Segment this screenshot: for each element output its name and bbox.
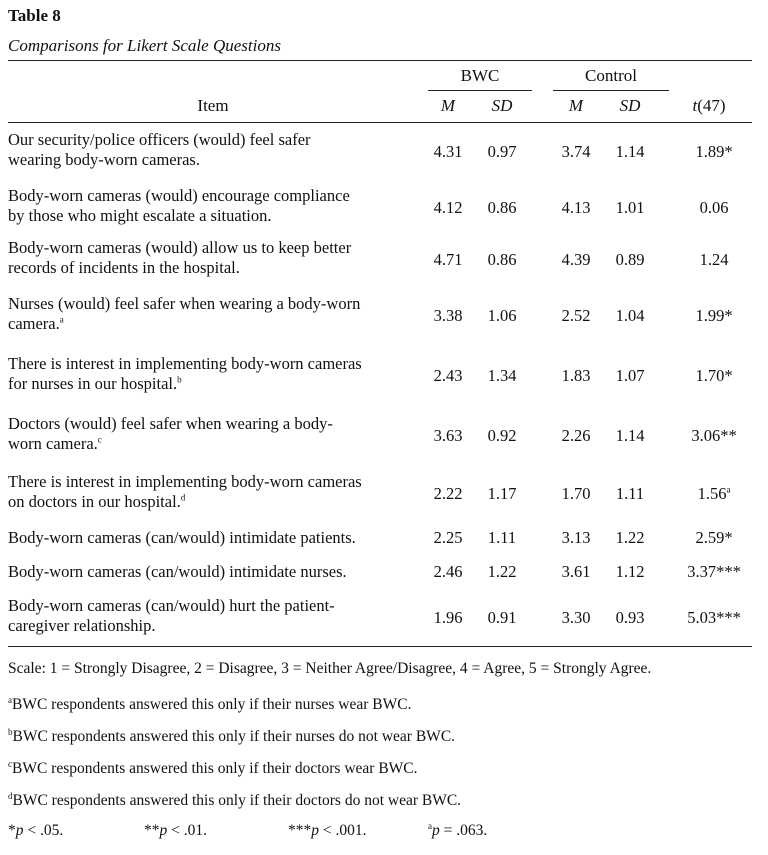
cell-ctl-sd: [602, 484, 658, 504]
bottom-rule: [8, 646, 752, 647]
footnote-mark: b: [8, 726, 13, 737]
cell-value: 2.26: [561, 426, 591, 445]
sig-3-stars: ***: [288, 822, 312, 839]
footnote-mark: a: [8, 694, 12, 705]
row-item: [8, 562, 418, 582]
cell-bwc-sd: [474, 142, 530, 162]
row-item-line-2: [8, 434, 418, 454]
cell-value: 1.56: [697, 484, 727, 503]
footnote-d: [8, 792, 461, 810]
row-item: [8, 596, 418, 636]
cell-ctl-sd: [602, 306, 658, 326]
cell-value: 1.14: [615, 142, 645, 161]
cell-ctl-m: [548, 562, 604, 582]
cell-bwc-m: [420, 426, 476, 446]
header-ctl-sd: SD: [619, 96, 641, 115]
cell-ctl-sd: [602, 426, 658, 446]
cell-value: 2.25: [433, 528, 463, 547]
footnote-text: BWC respondents answered this only if their nurses do not wear BWC.: [12, 728, 456, 745]
cell-value: 1.06: [487, 306, 517, 325]
row-item-line-1: Nurses (would) feel safer when wearing a body-worn: [8, 294, 361, 313]
cell-value: 1.22: [487, 562, 517, 581]
row-item-line-2: [8, 258, 418, 278]
cell-value: 1.70: [561, 484, 591, 503]
cell-bwc-sd: [474, 250, 530, 270]
cell-bwc-m: [420, 306, 476, 326]
cell-value: 1.14: [615, 426, 645, 445]
cell-value: 1.22: [615, 528, 645, 547]
cell-value: 1.96: [433, 608, 463, 627]
cell-t: [681, 306, 747, 326]
header-ctl-m: M: [568, 96, 584, 115]
cell-bwc-m: [420, 484, 476, 504]
cell-ctl-sd: [602, 528, 658, 548]
row-item-line-2-text: worn camera.: [8, 434, 98, 453]
cell-value: 1.01: [615, 198, 645, 217]
row-item: [8, 238, 418, 278]
cell-bwc-m: [420, 562, 476, 582]
row-item-line-2-text: by those who might escalate a situation.: [8, 206, 272, 225]
row-item-footnote-mark: d: [180, 492, 186, 503]
cell-value: 1.11: [615, 484, 645, 503]
row-item: [8, 414, 418, 454]
table-caption: Comparisons for Likert Scale Questions: [8, 36, 281, 55]
cell-value: 1.17: [487, 484, 517, 503]
footnote-b: [8, 728, 455, 746]
scale-note: Scale: 1 = Strongly Disagree, 2 = Disagree, 3 = Neither Agree/Disagree, 4 = Agree, 5 = Strongly Agree.: [8, 660, 652, 677]
cell-value: 4.71: [433, 250, 463, 269]
header-t: t(47): [692, 96, 726, 115]
cell-value: 1.11: [487, 528, 517, 547]
cell-value: 1.07: [615, 366, 645, 385]
cell-t-footnote-mark: a: [726, 484, 731, 495]
footnote-a: [8, 696, 411, 714]
cell-t: [681, 426, 747, 446]
cell-t: [681, 250, 747, 270]
row-item-line-2: [8, 150, 418, 170]
control-subrule: [553, 90, 669, 91]
footnote-text: BWC respondents answered this only if their nurses wear BWC.: [12, 696, 412, 713]
sig-1-p: p: [15, 822, 24, 839]
row-item-line-1: There is interest in implementing body-worn cameras: [8, 472, 362, 491]
cell-value: 2.46: [433, 562, 463, 581]
header-item: Item: [197, 96, 229, 115]
row-item-line-1: Body-worn cameras (can/would) intimidate nurses.: [8, 562, 347, 581]
sig-1-stars: *: [8, 822, 16, 839]
cell-value: 2.59*: [695, 528, 733, 547]
cell-bwc-m: [420, 366, 476, 386]
row-item-line-2-text: caregiver relationship.: [8, 616, 156, 635]
cell-value: 3.30: [561, 608, 591, 627]
sig-4-p: p: [432, 822, 440, 839]
row-item-line-2-text: records of incidents in the hospital.: [8, 258, 240, 277]
sig-4-mark: a: [428, 820, 432, 831]
row-item-line-2: [8, 616, 418, 636]
footnote-mark: d: [8, 790, 13, 801]
cell-ctl-sd: [602, 608, 658, 628]
cell-value: 3.61: [561, 562, 591, 581]
cell-value: 2.52: [561, 306, 591, 325]
cell-ctl-m: [548, 608, 604, 628]
cell-bwc-sd: [474, 562, 530, 582]
row-item: [8, 130, 418, 170]
row-item: [8, 528, 418, 548]
cell-value: 1.34: [487, 366, 517, 385]
footnote-text: BWC respondents answered this only if their doctors wear BWC.: [12, 760, 418, 777]
cell-ctl-m: [548, 306, 604, 326]
cell-value: 0.97: [487, 142, 517, 161]
cell-value: 0.91: [487, 608, 517, 627]
row-item-line-1: Body-worn cameras (can/would) intimidate patients.: [8, 528, 356, 547]
row-item-line-1: Our security/police officers (would) feel safer: [8, 130, 311, 149]
cell-ctl-m: [548, 528, 604, 548]
row-item-line-2: [8, 492, 418, 512]
cell-value: 3.74: [561, 142, 591, 161]
top-rule: [8, 60, 752, 61]
cell-bwc-sd: [474, 608, 530, 628]
cell-ctl-sd: [602, 366, 658, 386]
cell-value: 0.92: [487, 426, 517, 445]
cell-value: 4.12: [433, 198, 463, 217]
cell-value: 0.93: [615, 608, 645, 627]
header-rule: [8, 122, 752, 123]
footnote-c: [8, 760, 418, 778]
row-item-footnote-mark: c: [97, 434, 102, 445]
cell-value: 3.06**: [691, 426, 737, 445]
cell-bwc-m: [420, 198, 476, 218]
row-item-footnote-mark: a: [59, 314, 64, 325]
row-item-line-2-text: on doctors in our hospital.: [8, 492, 181, 511]
cell-value: 1.89*: [695, 142, 733, 161]
cell-ctl-m: [548, 250, 604, 270]
sig-2-rest: < .01.: [167, 822, 207, 839]
cell-value: 0.06: [699, 198, 729, 217]
sig-4-rest: = .063.: [439, 822, 488, 839]
cell-ctl-sd: [602, 250, 658, 270]
cell-t: [681, 484, 747, 504]
cell-bwc-m: [420, 250, 476, 270]
cell-ctl-m: [548, 484, 604, 504]
bwc-subrule: [428, 90, 532, 91]
row-item-line-2-text: wearing body-worn cameras.: [8, 150, 200, 169]
cell-bwc-m: [420, 608, 476, 628]
header-group-control: Control: [585, 66, 637, 85]
row-item-line-1: There is interest in implementing body-worn cameras: [8, 354, 362, 373]
cell-value: 4.39: [561, 250, 591, 269]
cell-bwc-sd: [474, 484, 530, 504]
footnote-text: BWC respondents answered this only if their doctors do not wear BWC.: [12, 792, 462, 809]
cell-ctl-m: [548, 366, 604, 386]
row-item: [8, 294, 418, 334]
cell-bwc-sd: [474, 366, 530, 386]
row-item-line-1: Body-worn cameras (would) encourage compliance: [8, 186, 350, 205]
cell-value: 3.63: [433, 426, 463, 445]
cell-value: 1.04: [615, 306, 645, 325]
cell-value: 0.86: [487, 250, 517, 269]
cell-bwc-m: [420, 142, 476, 162]
cell-value: 0.89: [615, 250, 645, 269]
cell-ctl-sd: [602, 562, 658, 582]
cell-ctl-sd: [602, 198, 658, 218]
cell-ctl-m: [548, 142, 604, 162]
row-item: [8, 354, 418, 394]
cell-t: [681, 528, 747, 548]
cell-value: 1.70*: [695, 366, 733, 385]
header-group-bwc: BWC: [460, 66, 500, 85]
row-item-line-2: [8, 374, 418, 394]
header-bwc-m: M: [440, 96, 456, 115]
cell-value: 1.83: [561, 366, 591, 385]
row-item-line-2-text: for nurses in our hospital.: [8, 374, 178, 393]
row-item-line-2: [8, 314, 418, 334]
row-item: [8, 186, 418, 226]
cell-ctl-sd: [602, 142, 658, 162]
cell-value: 1.99*: [695, 306, 733, 325]
sig-2-stars: **: [144, 822, 160, 839]
cell-t: [681, 366, 747, 386]
row-item-line-1: Body-worn cameras (can/would) hurt the patient-: [8, 596, 335, 615]
cell-bwc-sd: [474, 426, 530, 446]
row-item-line-1: Body-worn cameras (would) allow us to keep better: [8, 238, 352, 257]
cell-t: [681, 142, 747, 162]
sig-1-rest: < .05.: [23, 822, 64, 839]
cell-bwc-m: [420, 528, 476, 548]
row-item: [8, 472, 418, 512]
cell-value: 0.86: [487, 198, 517, 217]
cell-value: 2.43: [433, 366, 463, 385]
cell-bwc-sd: [474, 528, 530, 548]
cell-value: 4.13: [561, 198, 591, 217]
row-item-line-2-text: camera.: [8, 314, 60, 333]
cell-t: [681, 608, 747, 628]
table-number: Table 8: [8, 6, 61, 25]
cell-t: [681, 198, 747, 218]
sig-2-p: p: [159, 822, 168, 839]
cell-value: 3.37***: [687, 562, 741, 581]
sig-3-p: p: [311, 822, 319, 839]
cell-bwc-sd: [474, 198, 530, 218]
cell-ctl-m: [548, 198, 604, 218]
sig-3-rest: < .001.: [319, 822, 367, 839]
cell-value: 1.12: [615, 562, 645, 581]
row-item-footnote-mark: b: [177, 374, 182, 385]
cell-value: 1.24: [699, 250, 729, 269]
cell-value: 2.22: [433, 484, 463, 503]
header-bwc-sd: SD: [491, 96, 513, 115]
cell-ctl-m: [548, 426, 604, 446]
cell-value: 3.13: [561, 528, 591, 547]
cell-value: 5.03***: [687, 608, 741, 627]
row-item-line-1: Doctors (would) feel safer when wearing a body-: [8, 414, 333, 433]
footnote-mark: c: [8, 758, 12, 769]
cell-value: 4.31: [433, 142, 463, 161]
row-item-line-2: [8, 206, 418, 226]
cell-bwc-sd: [474, 306, 530, 326]
cell-t: [681, 562, 747, 582]
cell-value: 3.38: [433, 306, 463, 325]
